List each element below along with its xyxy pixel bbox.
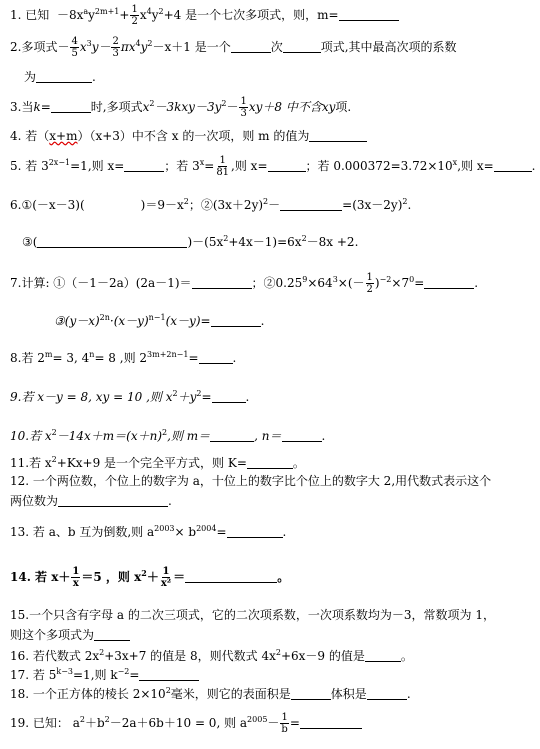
answer-blank[interactable] [339,6,399,21]
question-19: 19. 已知： $a^2+b^2-2a+6b+10 = 0$, 则 $a^{2005}-$ $\frac{1}{b}$ = [10,712,534,735]
question-16: 16. 若代数式 $2x^2+3x+7$ 的值是 8，则代数式 $4x^2+6x-9$ 的值是 。 [10,648,413,663]
question-17: 17. 若 $5^{k-3}=1$,则 $k^{-2}=$ [10,666,534,684]
question-7-part3: $③(y-x)^{2n}\cdot(x-y)^{n-1}(x-y)=$ . [54,313,265,328]
question-15-cont: 则这个多项式为 [10,626,534,644]
answer-blank[interactable] [365,647,401,662]
question-18: 18. 一个正方体的棱长 $2\times 10^2$毫米，则它的表面积是 体积是 . [10,686,411,701]
question-3: 3.当k= 时,多项式$x^2-3kxy-3y^2-$ $\frac{1}{3}$ xy＋8 中不含xy项. [10,96,352,119]
question-1: 1. 已知 $-8x^ay^{2m+1}+$ $\frac{1}{2}$ $x^4y^2+4$ 是一个七次多项式，则，m= [10,4,534,27]
answer-blank[interactable] [37,233,187,248]
question-7: 7.计算: ①（－1－2a）(2a－1)＝ ；$②0.25^9\times 64^3\times(-$ $\frac{1}{2}$ )$^{-2}\times 7^0=$ . [10,272,479,295]
question-2: 2.多项式－ $\frac{4}{5}$ $x^3y-$ $\frac{2}{3}$ $\pi x^4y^2-x+1$ 是一个 次 项式,其中最高次项的系数 [10,36,457,59]
answer-blank[interactable] [212,388,246,403]
fraction: $\frac{1}{b}$ [281,712,288,735]
answer-blank[interactable] [51,98,91,113]
answer-blank[interactable] [94,626,130,641]
fraction: $\frac{2}{3}$ [112,36,119,59]
question-11: 11.若 $x^2+Kx+9$ 是一个完全平方式，则 K= 。 [10,455,305,470]
answer-blank[interactable] [192,274,252,289]
answer-blank[interactable] [494,157,532,172]
answer-blank[interactable] [309,127,367,142]
question-12-cont: 两位数为 . [10,494,172,508]
answer-blank[interactable] [139,666,199,681]
answer-blank[interactable] [211,312,261,327]
answer-blank[interactable] [424,274,474,289]
answer-blank[interactable] [300,714,362,729]
question-10: 10.若 $x^2-14x+m=(x+n)^2$,则 m＝ , n＝ . [10,428,326,443]
answer-blank[interactable] [247,454,293,469]
question-2-cont: 为 . [24,70,96,84]
question-8: 8.若 $2^m= 3$, $4^n= 8$ ,则 $2^{3m+2n-1}=$ . [10,350,237,365]
answer-blank[interactable] [58,492,168,507]
question-6-part3: ③( )$-(5x^2+4x-1)=6x^2-8x +2$. [22,234,359,249]
fraction: $\frac{1}{2}$ [366,272,373,295]
answer-blank[interactable] [185,568,277,583]
answer-blank[interactable] [210,427,254,442]
answer-blank[interactable] [124,157,164,172]
answer-blank[interactable] [227,523,283,538]
fraction: $\frac{1}{3}$ [240,96,247,119]
question-14: 14. 若 x＋ $\frac{1}{x}$ ＝5 ，则 $x^2+$ $\frac{1}{\text{x²}}$ ＝ 。 [10,566,290,589]
fraction: $\frac{1}{81}$ [216,155,230,178]
question-5: 5. 若 $3^{2x-1}=1$,则 x= ；若 $3^x=$ $\frac{1}{81}$ ,则 x= ；若 $0.000372=3.72\times 10^x$,则 x= . [10,155,536,178]
question-15: 15.一个只含有字母 a 的二次三项式，它的二次项系数，一次项系数均为－3，常数项为 1， [10,608,495,622]
question-4: 4. 若（x+m）（x+3）中不含 x 的一次项，则 m 的值为 [10,127,534,145]
question-13: 13. 若 a、b 互为倒数,则 $a^{2003}\times b^{2004}=$ . [10,524,287,539]
answer-blank[interactable] [199,349,233,364]
fraction: $\frac{1}{\text{x²}}$ [160,566,172,589]
answer-blank[interactable] [36,68,92,83]
fraction: $\frac{1}{x}$ [72,566,80,589]
fraction-half: $\frac{1}{2}$ [131,4,138,27]
question-6: 6.①(－x－3)( )$=9-x^2$；$②(3x+2y)^2- =(3x-2y)^2$. [10,197,412,212]
answer-blank[interactable] [291,685,331,700]
answer-blank[interactable] [283,38,321,53]
answer-blank[interactable] [282,427,322,442]
fraction: $\frac{4}{5}$ [71,36,78,59]
answer-blank[interactable] [268,157,306,172]
answer-blank[interactable] [280,196,342,211]
question-9: 9.若 x－y = 8, xy = 10 ,则 $x^2+y^2=$ . [10,389,250,404]
question-12: 12. 一个两位数，个位上的数字为 a，十位上的数字比个位上的数字大 2,用代数式表示这个 [10,474,492,488]
answer-blank[interactable] [367,685,407,700]
answer-blank[interactable] [231,38,271,53]
